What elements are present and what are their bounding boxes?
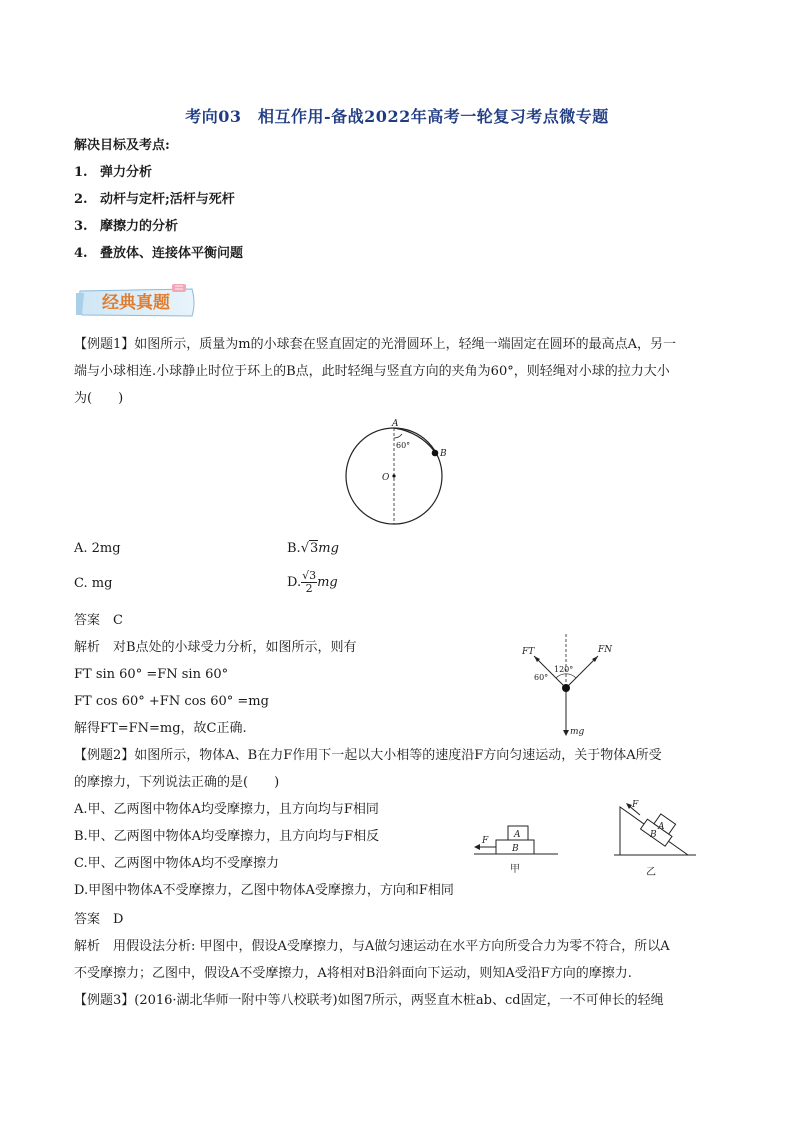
example1-analysis-4: 解得FT=FN=mg，故C正确.	[74, 721, 247, 736]
label-B: B	[650, 830, 657, 840]
ring-figure	[340, 418, 460, 528]
example1-answer: 答案 C	[74, 613, 123, 628]
option-C: C. mg	[74, 576, 113, 591]
label-60: 60°	[534, 673, 549, 682]
figure-jia	[470, 820, 560, 880]
example1-analysis-3: FT cos 60° +FN cos 60° =mg	[74, 694, 269, 709]
goal-item: 1. 弹力分析	[74, 165, 153, 180]
fraction: $\frac{√3}{2}$	[302, 569, 317, 595]
example2-answer: 答案 D	[74, 912, 124, 927]
label-FN: FN	[598, 645, 613, 655]
label-F: F	[632, 800, 639, 810]
example2-option-B: B.甲、乙两图中物体A均受摩擦力，且方向均与F相反	[74, 829, 380, 844]
figure-yi	[612, 795, 702, 880]
example2-option-A: A.甲、乙两图中物体A均受摩擦力，且方向均与F相同	[74, 802, 379, 817]
label-B: B	[440, 449, 447, 459]
label-FT: FT	[522, 647, 535, 657]
label-A: A	[658, 822, 665, 832]
example2-analysis-1: 解析 用假设法分析: 甲图中，假设A受摩擦力，与A做匀速运动在水平方向所受合力为零不符合，所以A	[74, 939, 670, 954]
label-O: O	[382, 473, 390, 483]
label-120: 120°	[554, 665, 574, 674]
goals-heading: 解决目标及考点:	[74, 138, 170, 153]
sqrt-symbol: √3	[300, 541, 319, 556]
label-yi: 乙	[646, 867, 656, 878]
goal-item: 3. 摩擦力的分析	[74, 219, 179, 234]
label-jia: 甲	[510, 864, 520, 875]
label-F: F	[482, 836, 489, 846]
goal-item: 2. 动杆与定杆;活杆与死杆	[74, 192, 235, 207]
example1-analysis-2: FT sin 60° =FN sin 60°	[74, 667, 229, 682]
example2-line1: 【例题2】如图所示，物体A、B在力F作用下一起以大小相等的速度沿F方向匀速运动，关于物体A所受	[74, 748, 662, 763]
example2-line2: 的摩擦力，下列说法正确的是( )	[74, 775, 280, 790]
label-A: A	[392, 419, 399, 429]
page-title: 考向03 相互作用-备战2022年高考一轮复习考点微专题	[185, 107, 609, 126]
label-B: B	[512, 844, 519, 854]
example2-option-D: D.甲图中物体A不受摩擦力，乙图中物体A受摩擦力，方向和F相同	[74, 883, 454, 898]
example2-analysis-2: 不受摩擦力；乙图中，假设A不受摩擦力，A将相对B沿斜面向下运动，则知A受沿F方向的摩擦力.	[74, 966, 632, 981]
example1-line3: 为( )	[74, 391, 124, 406]
example1-line1: 【例题1】如图所示，质量为m的小球套在竖直固定的光滑圆环上，轻绳一端固定在圆环的最高点A，另一	[74, 337, 676, 352]
option-D: D. $\frac{√3}{2}$ mg	[287, 569, 338, 595]
angle-label: 60°	[396, 441, 411, 450]
force-diagram	[512, 630, 622, 740]
option-A: A. 2mg	[74, 541, 121, 556]
label-A: A	[514, 830, 521, 840]
example1-analysis-1: 解析 对B点处的小球受力分析，如图所示，则有	[74, 640, 357, 655]
classic-problems-badge	[74, 283, 198, 319]
badge-text: 经典真题	[102, 293, 170, 313]
label-mg: mg	[570, 727, 585, 737]
goal-item: 4. 叠放体、连接体平衡问题	[74, 246, 244, 261]
option-B: B.√3mg	[287, 541, 339, 556]
example3-line1: 【例题3】(2016·湖北华师一附中等八校联考)如图7所示，两竖直木桩ab、cd固定，一不可伸长的轻绳	[74, 993, 664, 1008]
example1-line2: 端与小球相连.小球静止时位于环上的B点，此时轻绳与竖直方向的夹角为60°，则轻绳对小球的拉力大小	[74, 364, 670, 379]
example2-option-C: C.甲、乙两图中物体A均不受摩擦力	[74, 856, 280, 871]
